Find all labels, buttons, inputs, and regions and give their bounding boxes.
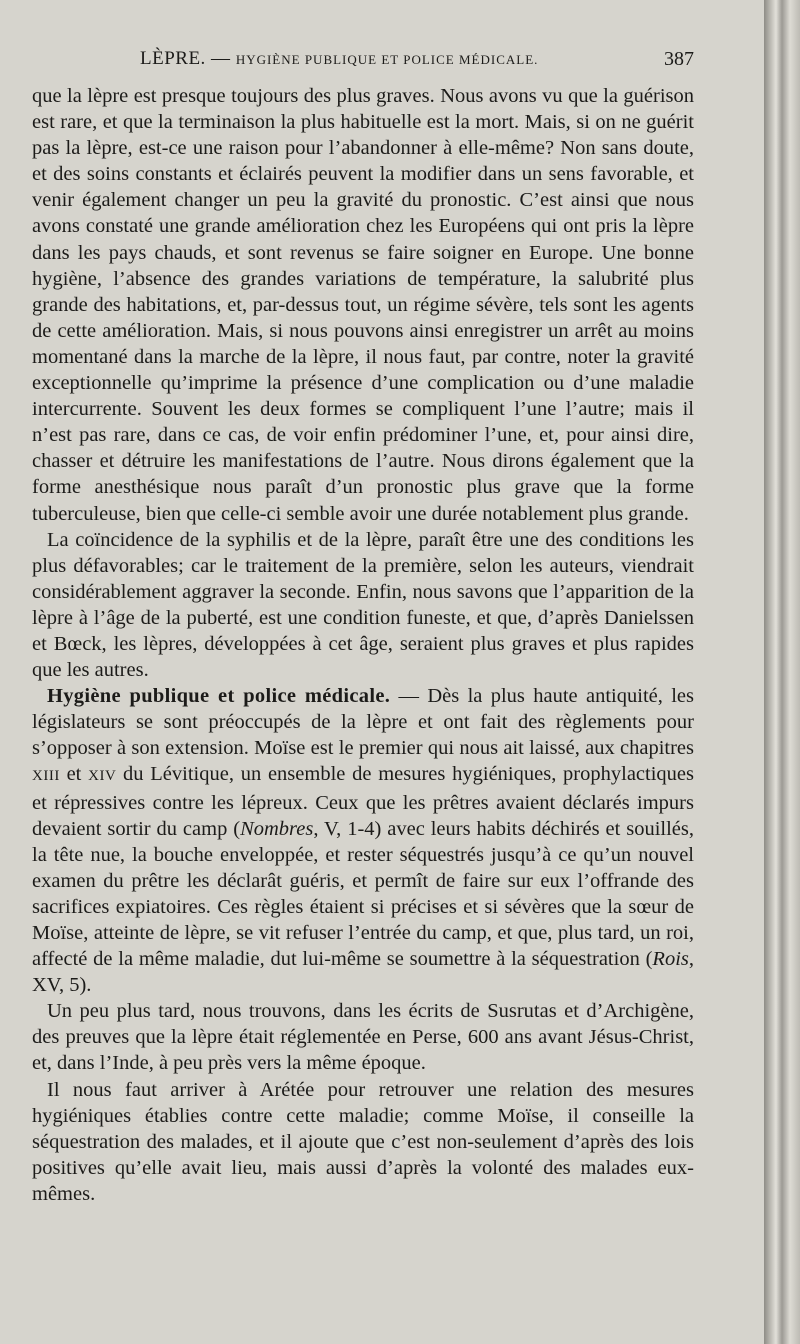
running-header [32,44,694,74]
p3-part-b: et [59,763,89,786]
p3-part-a: — Dès la plus haute antiquité, les législateurs se sont préoccupés de la lèpre et ont fait des règlements pour s’opposer à son extension. Moïse est le premier qui nous ait laissé, aux chapitres [32,685,694,760]
p3-part-c: du Lévitique, un ensemble de mesures hygiéniques, prophylactiques et répressives contre les lépreux. Ceux que les prêtres avaient déclarés impurs devaient sortir du camp ( [32,763,694,840]
paragraph-3 [32,683,694,998]
chapter-ref-2: XIV [88,768,117,785]
header-subtitle: HYGIÈNE PUBLIQUE ET POLICE MÉDICALE. [235,52,539,67]
chapter-ref-1: XIII [32,768,60,785]
page-number: 387 [664,48,694,70]
citation-nombres: Nombres [240,817,314,840]
body-text [32,83,694,1207]
citation-rois: Rois [652,948,689,971]
paragraph-2: La coïncidence de la syphilis et de la lèpre, paraît être une des conditions les plus défavorables; car le traitement de la première, selon les auteurs, viendrait considérablement aggraver la seconde. Enfin, nous savons que l’apparition de la lèpre à l’âge de la puberté, est une condition funeste, et que, d’après Danielssen et Bœck, les lèpres, développées à cet âge, seraient plus graves et plus rapides que les autres. [32,528,694,682]
paragraph-5: Il nous faut arriver à Arétée pour retrouver une relation des mesures hygiéniques établies contre cette maladie; comme Moïse, il conseille la séquestration des malades, et il ajoute que c’est non-seulement d’après des lois positives qu’elle avait lieu, mais aussi d’après la volonté des malades eux-mêmes. [32,1078,694,1205]
paragraph-1: que la lèpre est presque toujours des plus graves. Nous avons vu que la guérison est rare, et que la terminaison la plus habituelle est la mort. Mais, si on ne guérit pas la lèpre, est-ce une raison pour l’abandonner à elle-même? Non sans doute, et des soins constants et éclairés peuvent la modifier dans un sens favorable, et venir également changer un peu la gravité du pronostic. C’est ainsi que nous avons constaté une grande amélioration chez les Européens qui ont pris la lèpre dans les pays chauds, et sont revenus se faire soigner en Europe. Une bonne hygiène, l’absence des grandes variations de température, la salubrité plus grande des habitations, et, par-dessus tout, un régime sévère, tels sont les agents de cette amélioration. Mais, si nous pouvons ainsi enregistrer un arrêt au moins momentané dans la marche de la lèpre, il nous faut, par contre, noter la gravité exceptionnelle qu’imprime la présence d’une complication ou d’une maladie intercurrente. Souvent les deux formes se compliquent l’une l’autre; mais il n’est pas rare, dans ce cas, de voir enfin prédominer l’une, et, pour ainsi dire, chasser et détruire les manifestations de l’autre. Nous dirons également que la forme anesthésique nous paraît d’un pronostic plus grave que la forme tuberculeuse, bien que celle-ci semble avoir une durée notablement plus grande. [32,85,694,525]
page-edge [764,0,800,1344]
p3-part-d: , V, 1-4) avec leurs habits déchirés et souillés, la tête nue, la bouche enveloppée, et rester séquestrés jusqu’à ce qu’un nouvel examen du prêtre les déclarât guéris, et permît de faire sur eux l’offrande des sacrifices expiatoires. Ces règles étaient si précises et si sévères que la sœur de Moïse, atteinte de lèpre, se vit refuser l’entrée du camp, et que, plus tard, un roi, affecté de la même maladie, dut lui-même se soumettre à la séquestration ( [32,817,694,971]
header-title [140,44,538,75]
header-title-main: LÈPRE. — [140,48,231,69]
paragraph-4: Un peu plus tard, nous trouvons, dans les écrits de Susrutas et d’Archigène, des preuves que la lèpre était réglementée en Perse, 600 ans avant Jésus-Christ, et, dans l’Inde, à peu près vers la même époque. [32,1000,694,1075]
section-heading: Hygiène publique et police médicale. [47,685,391,708]
p3-part-e: , XV, 5). [32,948,694,997]
